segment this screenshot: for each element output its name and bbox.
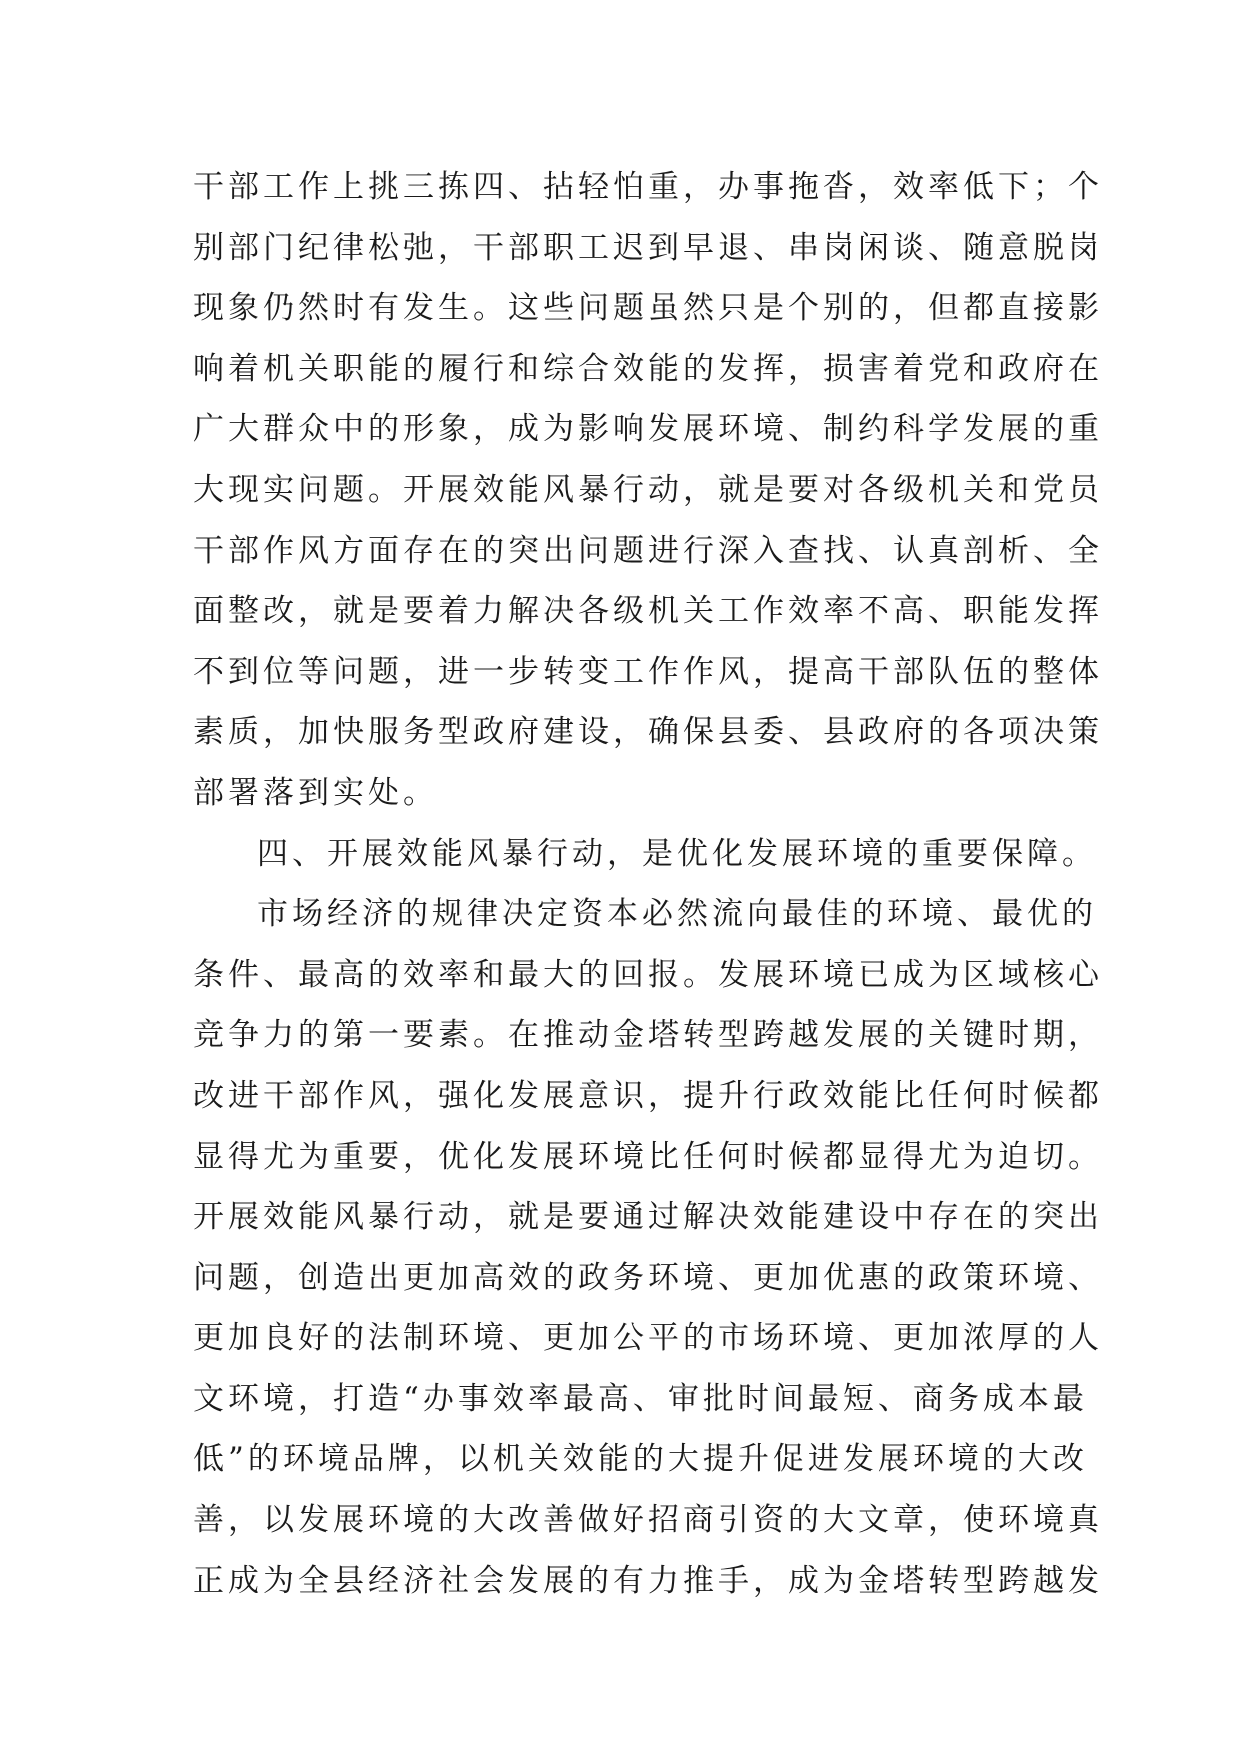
text-line: 别部门纪律松弛，干部职工迟到早退、串岗闲谈、随意脱岗: [193, 229, 1103, 266]
text-line: 大现实问题。开展效能风暴行动，就是要对各级机关和党员: [193, 471, 1103, 508]
text-line: 低”的环境品牌，以机关效能的大提升促进发展环境的大改: [193, 1441, 1088, 1478]
text-line: 素质，加快服务型政府建设，确保县委、县政府的各项决策: [193, 714, 1103, 751]
text-line: 不到位等问题，进一步转变工作作风，提高干部队伍的整体: [193, 653, 1103, 690]
text-line: 部署落到实处。: [193, 774, 438, 811]
text-line: 正成为全县经济社会发展的有力推手，成为金塔转型跨越发: [193, 1562, 1103, 1599]
text-line: 竞争力的第一要素。在推动金塔转型跨越发展的关键时期，: [193, 1017, 1103, 1054]
text-line: 改进干部作风，强化发展意识，提升行政效能比任何时候都: [193, 1077, 1103, 1114]
text-line: 广大群众中的形象，成为影响发展环境、制约科学发展的重: [193, 411, 1103, 448]
text-line: 善，以发展环境的大改善做好招商引资的大文章，使环境真: [193, 1502, 1103, 1539]
document-body: [193, 157, 1103, 1611]
text-line: 文环境，打造“办事效率最高、审批时间最短、商务成本最: [193, 1380, 1088, 1417]
text-line: 更加良好的法制环境、更加公平的市场环境、更加浓厚的人: [193, 1320, 1103, 1357]
text-line: 响着机关职能的履行和综合效能的发挥，损害着党和政府在: [193, 350, 1103, 387]
text-line: 条件、最高的效率和最大的回报。发展环境已成为区域核心: [193, 956, 1103, 993]
text-line: 开展效能风暴行动，就是要通过解决效能建设中存在的突出: [193, 1199, 1103, 1236]
text-line: 市场经济的规律决定资本必然流向最佳的环境、最优的: [257, 896, 1097, 933]
text-line: 干部工作上挑三拣四、拈轻怕重，办事拖沓，效率低下；个: [193, 169, 1103, 205]
text-line: 问题，创造出更加高效的政务环境、更加优惠的政策环境、: [193, 1259, 1103, 1296]
text-line: 四、开展效能风暴行动，是优化发展环境的重要保障。: [257, 835, 1097, 872]
text-line: 显得尤为重要，优化发展环境比任何时候都显得尤为迫切。: [193, 1138, 1103, 1175]
text-line: 干部作风方面存在的突出问题进行深入查找、认真剖析、全: [193, 532, 1103, 569]
text-line: 现象仍然时有发生。这些问题虽然只是个别的，但都直接影: [193, 290, 1103, 327]
text-line: 面整改，就是要着力解决各级机关工作效率不高、职能发挥: [193, 593, 1103, 630]
